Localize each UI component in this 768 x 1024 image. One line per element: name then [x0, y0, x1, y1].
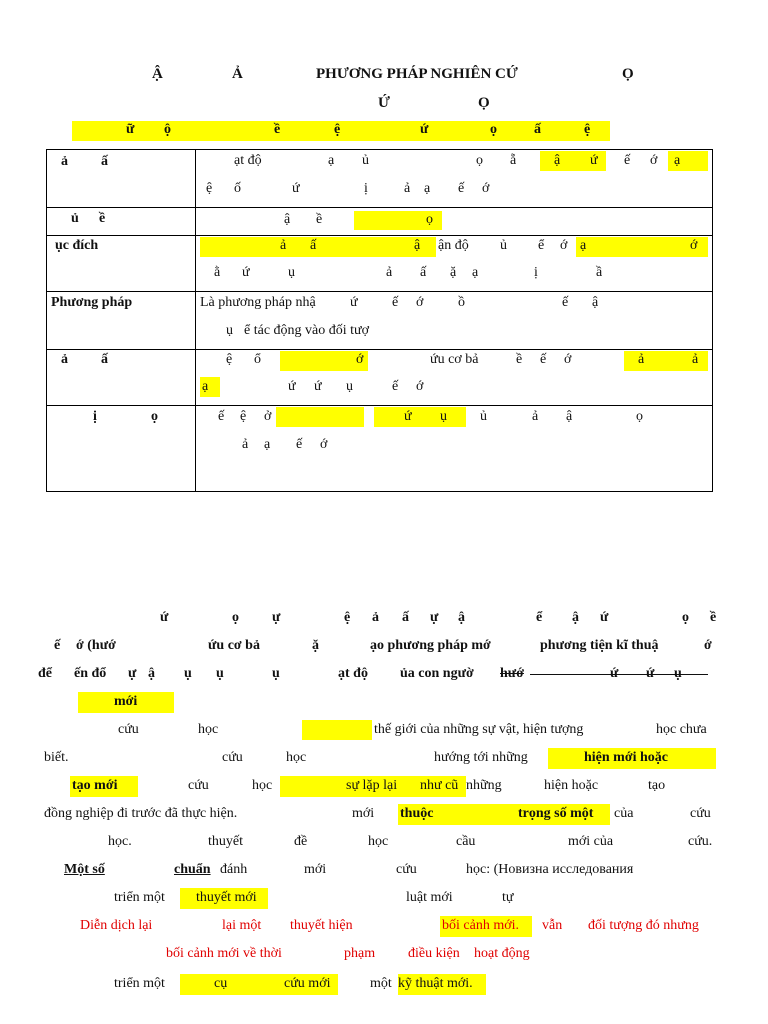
body-text: ụ — [216, 666, 224, 681]
cell-text: ậ — [284, 212, 291, 227]
red-text: đối tượng đó nhưng — [588, 918, 699, 933]
body-text: học: (Новизна исследования — [466, 862, 634, 877]
cell-text: ạ — [328, 153, 335, 168]
body-text: ớ (hướ — [76, 638, 116, 653]
table-row — [47, 150, 713, 208]
body-text: thế giới của những sự vật, hiện tượng — [374, 722, 584, 737]
body-text: học chưa — [656, 722, 707, 737]
cell-text: ạ — [674, 153, 681, 168]
row-label: ả — [61, 352, 68, 367]
red-text: bối cảnh mới về thời — [166, 946, 282, 961]
cell-text: ấ — [420, 265, 427, 280]
row-content-cell — [196, 236, 713, 292]
cell-text: ụ — [288, 265, 295, 280]
cell-text: ồ — [458, 295, 465, 310]
body-text: ứ — [600, 610, 609, 625]
cell-text: ậ — [554, 153, 561, 168]
body-text: ậ — [148, 666, 155, 681]
body-text: để — [38, 666, 52, 681]
banner-fragment: ệ — [334, 122, 341, 137]
body-text: những — [466, 778, 502, 793]
body-text: ự — [128, 666, 137, 681]
cell-text: ứ — [314, 379, 322, 394]
body-text: cầu — [456, 834, 476, 849]
body-text: ệ — [344, 610, 351, 625]
cell-text: ủ — [480, 409, 487, 424]
body-text: cứu. — [688, 834, 713, 849]
title-line-2 — [0, 95, 768, 115]
body-text: cứu — [690, 806, 711, 821]
cell-text: ả — [386, 265, 393, 280]
body-text: sự lặp lại — [346, 778, 398, 793]
cell-text: ế — [392, 295, 399, 310]
row-label-cell — [47, 150, 196, 208]
cell-text: ụ — [346, 379, 353, 394]
body-text: ụ — [674, 666, 682, 681]
red-text: điều kiện — [408, 946, 460, 961]
title-fragment: Ả — [232, 66, 243, 82]
body-text: ể — [536, 610, 543, 625]
table-row — [47, 292, 713, 350]
cell-text: ớ — [564, 352, 572, 367]
body-text: ọ — [232, 610, 239, 625]
body-text: ến đổ — [74, 666, 107, 681]
red-text: lại một — [222, 918, 262, 933]
cell-text: ậ — [566, 409, 573, 424]
cell-text: ạ — [264, 437, 271, 452]
body-text: học — [286, 750, 307, 765]
cell-text: ứ — [288, 379, 296, 394]
body-text: học — [198, 722, 219, 737]
cell-text: ạt độ — [234, 153, 262, 168]
body-text: mới của — [568, 834, 614, 849]
cell-text: ạ — [424, 181, 431, 196]
body-text: phương tiện kĩ thuậ — [540, 638, 659, 653]
cell-text: ả — [280, 238, 287, 253]
row-content-cell — [196, 350, 713, 406]
row-label: ị — [93, 409, 97, 424]
red-text: thuyết hiện — [290, 918, 353, 933]
title-main: PHƯƠNG PHÁP NGHIÊN CỨ — [316, 66, 518, 82]
title-fragment: Ậ — [152, 66, 163, 82]
info-table — [46, 149, 713, 492]
cell-text: ậ — [414, 238, 421, 253]
body-text: thuyết mới — [196, 890, 257, 905]
cell-text: ầ — [596, 265, 603, 280]
body-text: ạo phương pháp mớ — [370, 638, 491, 653]
body-text: cụ — [214, 976, 228, 991]
cell-text: ế — [218, 409, 225, 424]
body-text: cứu — [188, 778, 209, 793]
criteria-label: chuẩn — [174, 862, 211, 877]
cell-text: ứ — [350, 295, 358, 310]
cell-text: ả — [532, 409, 539, 424]
row-label: ề — [99, 211, 106, 226]
cell-text: ớ — [690, 238, 698, 253]
title-line-1 — [0, 66, 768, 86]
cell-text: ẵ — [510, 153, 517, 168]
highlight-block — [302, 720, 372, 740]
cell-text: ế — [540, 352, 547, 367]
cell-text: ở — [264, 409, 272, 424]
body-text: hiện hoặc — [544, 778, 599, 793]
cell-text: ế — [624, 153, 631, 168]
body-text: ụ — [184, 666, 192, 681]
cell-text: ụ — [440, 409, 447, 424]
row-label-cell — [47, 208, 196, 236]
cell-text: ạ — [472, 265, 479, 280]
body-text: hiện mới hoặc — [584, 750, 668, 765]
row-content-cell — [196, 150, 713, 208]
body-text: ặ — [312, 638, 319, 653]
body-text: đánh — [220, 862, 248, 877]
body-text: triển một — [114, 976, 165, 991]
body-text: biết. — [44, 750, 69, 765]
cell-text: ặ — [450, 265, 457, 280]
row-content-cell — [196, 292, 713, 350]
body-text: của — [614, 806, 634, 821]
cell-text: ứ — [242, 265, 250, 280]
row-label: Phương pháp — [51, 295, 133, 310]
cell-text: ủ — [500, 238, 507, 253]
body-text: ụ — [272, 666, 280, 681]
cell-text: ả — [404, 181, 411, 196]
body-text: ứ — [160, 610, 169, 625]
body-text: ứu cơ bả — [208, 638, 260, 653]
row-label: ọ — [151, 409, 158, 424]
red-text: Diễn dịch lại — [80, 918, 153, 933]
body-text: như cũ — [420, 778, 459, 793]
cell-text: ệ — [226, 352, 233, 367]
cell-text: ớ — [320, 437, 328, 452]
body-text: hướng tới những — [434, 750, 528, 765]
cell-text: ệ — [206, 181, 213, 196]
struck-text: hướ — [500, 666, 524, 681]
cell-text: ứ — [404, 409, 412, 424]
banner-fragment: ộ — [164, 122, 171, 137]
cell-text: Là phương pháp nhậ — [200, 295, 316, 310]
row-content-cell — [196, 208, 713, 236]
body-text: học — [368, 834, 389, 849]
table-row — [47, 236, 713, 292]
cell-text: ớ — [416, 379, 424, 394]
body-text: mới — [304, 862, 327, 877]
body-text: tự — [502, 890, 514, 905]
cell-text: ạ — [580, 238, 587, 253]
highlight-block — [374, 407, 466, 427]
body-text: ứ — [610, 666, 619, 681]
cell-text: ứ — [590, 153, 598, 168]
criteria-label: Một số — [64, 862, 105, 877]
title-fragment: Ứ — [378, 95, 390, 111]
cell-text: ụ — [226, 323, 233, 338]
cell-text: ạ — [202, 379, 209, 394]
row-label: ục đích — [55, 238, 99, 253]
body-text: luật mới — [406, 890, 453, 905]
table-row — [47, 406, 713, 492]
cell-text: ệ — [240, 409, 247, 424]
cell-text: ả — [692, 352, 699, 367]
table-row — [47, 350, 713, 406]
body-text: ả — [372, 610, 379, 625]
cell-text: ậ — [592, 295, 599, 310]
title-fragment: Ọ — [622, 66, 634, 82]
table-row — [47, 208, 713, 236]
body-text: mới — [114, 694, 138, 709]
row-label-cell — [47, 350, 196, 406]
body-text: đề — [294, 834, 308, 849]
highlight-block — [576, 237, 708, 257]
body-text: ậ — [458, 610, 465, 625]
body-text: ự — [272, 610, 281, 625]
cell-text: ớ — [416, 295, 424, 310]
body-text: ế — [54, 638, 61, 653]
cell-text: ế — [296, 437, 303, 452]
body-text: cứu — [118, 722, 139, 737]
title-fragment: Ọ — [478, 95, 490, 111]
cell-text: ể — [538, 238, 545, 253]
banner-fragment: ấ — [534, 122, 541, 137]
body-text: cứu mới — [284, 976, 331, 991]
body-text: ậ — [572, 610, 579, 625]
body-text: ứ — [646, 666, 655, 681]
cell-text: ể tác động vào đối tượ — [244, 323, 370, 338]
red-text: bối cảnh mới. — [442, 918, 519, 933]
body-text: cứu — [396, 862, 417, 877]
row-label-cell — [47, 406, 196, 492]
cell-text: ọ — [636, 409, 643, 424]
cell-text: ố — [234, 181, 241, 196]
red-text: hoạt động — [474, 946, 530, 961]
row-label-cell — [47, 292, 196, 350]
body-text: tạo mới — [72, 778, 118, 793]
row-label: ấ — [101, 352, 108, 367]
row-label: ả — [61, 154, 68, 169]
highlight-block — [200, 237, 436, 257]
red-text: vẫn — [542, 918, 563, 933]
body-text: ự — [430, 610, 439, 625]
body-text: ạt độ — [338, 666, 368, 681]
cell-text: ị — [364, 181, 368, 196]
body-text: mới — [352, 806, 375, 821]
cell-text: ọ — [476, 153, 483, 168]
cell-text: ớ — [650, 153, 658, 168]
row-label: ấ — [101, 154, 108, 169]
body-text: đồng nghiệp đi trước đã thực hiện. — [44, 806, 238, 821]
highlight-block — [276, 407, 364, 427]
cell-text: ọ — [426, 212, 433, 227]
body-text: ủa con ngườ — [400, 666, 474, 681]
cell-text: ế — [392, 379, 399, 394]
body-text: ấ — [402, 610, 409, 625]
row-content-cell — [196, 406, 713, 492]
cell-text: ề — [316, 212, 323, 227]
cell-text: ứu cơ bả — [430, 352, 479, 367]
body-text: cứu — [222, 750, 243, 765]
banner-fragment: ữ — [126, 122, 135, 137]
body-text: triển một — [114, 890, 165, 905]
cell-text: ận độ — [438, 238, 469, 253]
banner-fragment: ề — [274, 122, 281, 137]
body-text: học — [252, 778, 273, 793]
cell-text: ế — [562, 295, 569, 310]
cell-text: ả — [638, 352, 645, 367]
cell-text: ổ — [254, 352, 261, 367]
body-text: học. — [108, 834, 132, 849]
cell-text: ủ — [362, 153, 369, 168]
banner-fragment: ọ — [490, 122, 497, 137]
cell-text: ấ — [310, 238, 317, 253]
banner-fragment: ệ — [584, 122, 591, 137]
cell-text: ế — [458, 181, 465, 196]
row-label: ủ — [71, 211, 79, 226]
highlighted-banner — [72, 121, 610, 141]
cell-text: ằ — [214, 265, 221, 280]
body-text: thuyết — [208, 834, 243, 849]
body-text: tạo — [648, 778, 666, 793]
body-text: một — [370, 976, 392, 991]
cell-text: ị — [534, 265, 538, 280]
body-text: thuộc — [400, 806, 434, 821]
row-label-cell — [47, 236, 196, 292]
cell-text: ả — [242, 437, 249, 452]
body-text: ớ — [704, 638, 712, 653]
cell-text: ớ — [560, 238, 568, 253]
banner-fragment: ứ — [420, 122, 429, 137]
cell-text: ề — [516, 352, 523, 367]
cell-text: ớ — [356, 352, 364, 367]
cell-text: ứ — [292, 181, 300, 196]
cell-text: ớ — [482, 181, 490, 196]
body-text: ề — [710, 610, 717, 625]
body-text: kỹ thuật mới. — [398, 976, 473, 991]
red-text: phạm — [344, 946, 376, 961]
body-text: trọng số một — [518, 806, 594, 821]
body-text: ọ — [682, 610, 689, 625]
highlight-block — [280, 351, 368, 371]
